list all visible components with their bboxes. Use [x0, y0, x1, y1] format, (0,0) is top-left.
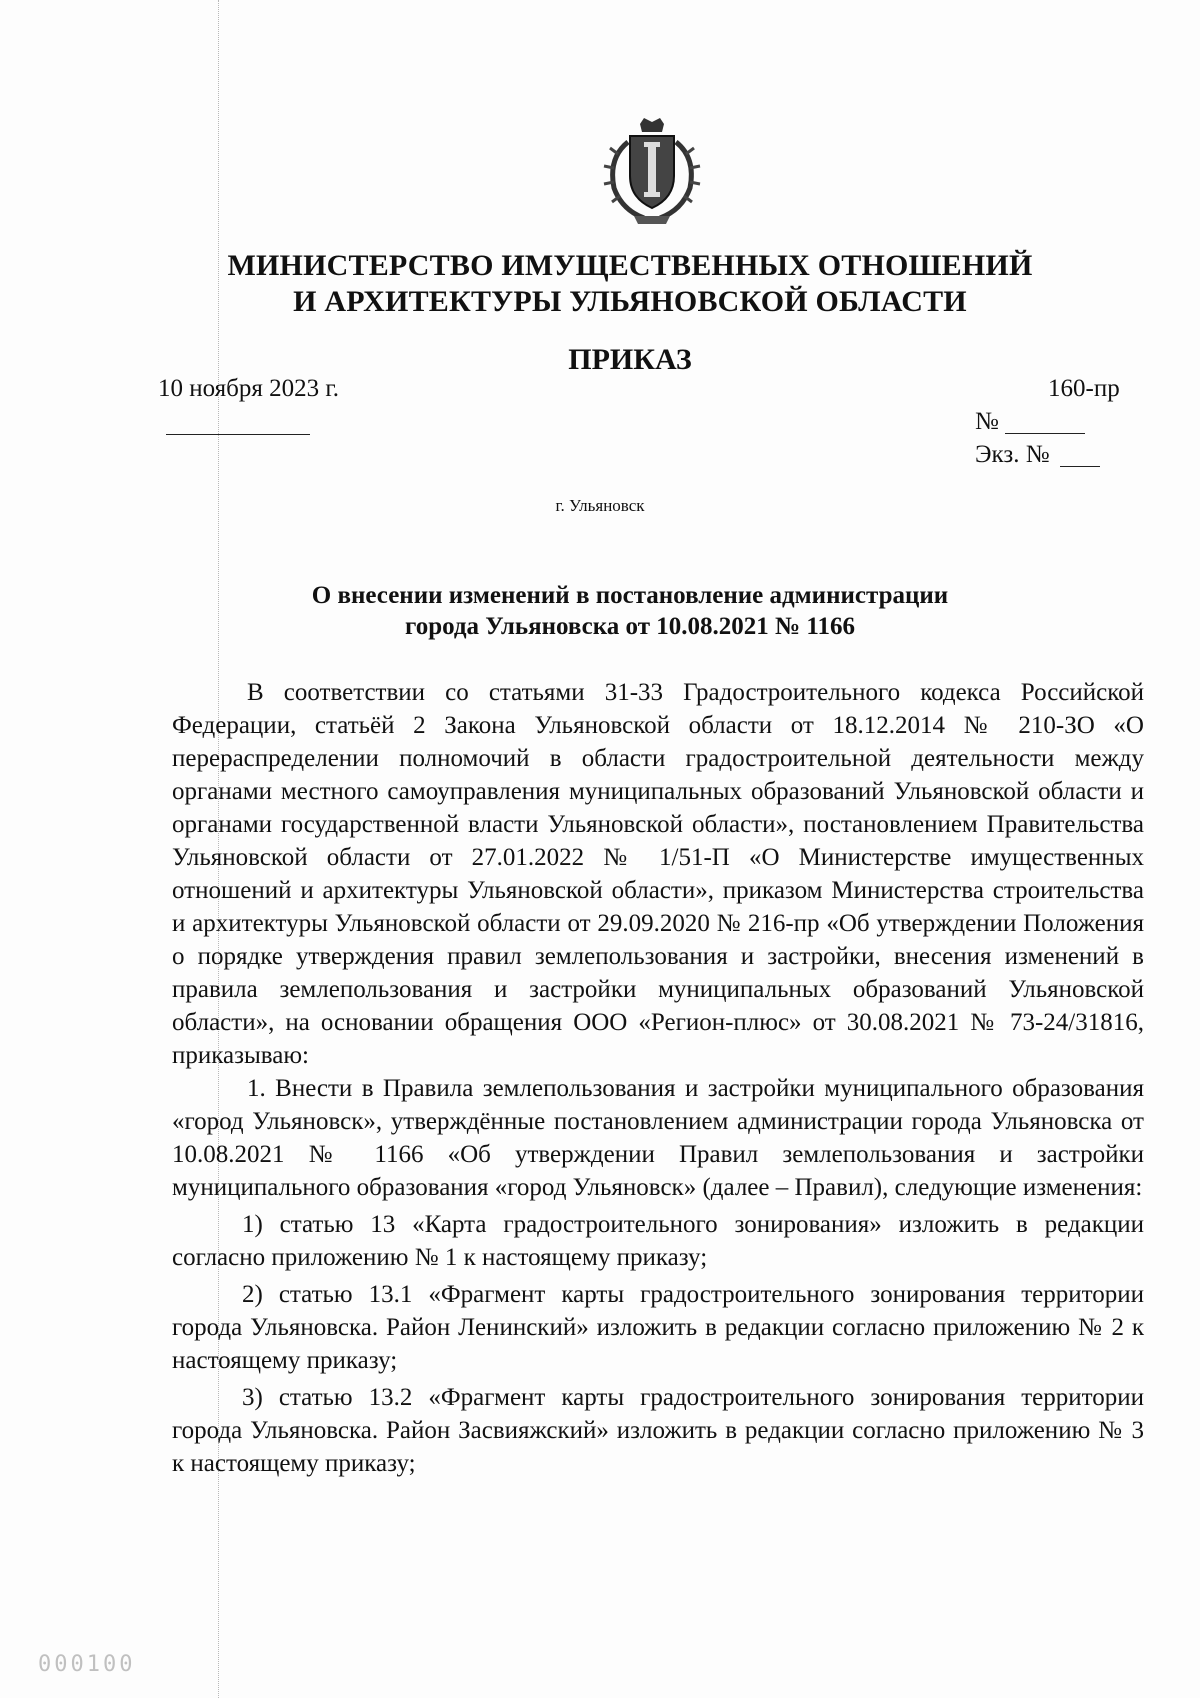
copy-number-underline [1060, 466, 1100, 467]
date-underline [166, 434, 310, 435]
document-type: ПРИКАЗ [568, 343, 692, 376]
ministry-name-line1: МИНИСТЕРСТВО ИМУЩЕСТВЕННЫХ ОТНОШЕНИЙ [227, 249, 1033, 282]
number-underline [1005, 433, 1085, 434]
item-1-paragraph: 1. Внести в Правила землепользования и застройки муниципального образования «город Ульяновск», утверждённые постановлением администрации города Ульяновска от 10.08.2021 № 1166 «Об утверждении Правил землепользования и застройки муниципального образования «город Ульяновск» (далее – Правил), следующие изменения: [172, 1075, 1144, 1201]
order-body [172, 676, 1144, 1480]
order-date: 10 ноября 2023 г. [158, 375, 340, 402]
number-label: № [975, 408, 999, 435]
coat-of-arms-icon [600, 118, 704, 226]
copy-number-label: Экз. № [975, 441, 1050, 468]
intro-paragraph: В соответствии со статьями 31-33 Градостроительного кодекса Российской Федерации, статьёй 2 Закона Ульяновской области от 18.12.2014 № 210-ЗО «О перераспределении полномочий в области градостроительной деятельности между органами местного самоуправления муниципальных образований Ульяновской области и органами государственной власти Ульяновской области», постановлением Правительства Ульяновской области от 27.01.2022 № 1/51-П «О Министерстве имущественных отношений и архитектуры Ульяновской области», приказом Министерства строительства и архитектуры Ульяновской области от 29.09.2020 № 216-пр «Об утверждении Положения о порядке утверждения правил землепользования и застройки, внесения изменений в правила землепользования и застройки муниципальных образований Ульяновской области», на основании обращения ООО «Регион-плюс» от 30.08.2021 № 73-24/31816, приказываю: [172, 679, 1144, 1069]
order-number: 160-пр [1048, 375, 1120, 402]
page-stamp: 000100 [38, 1652, 136, 1677]
subitem-1-paragraph: 1) статью 13 «Карта градостроительного зонирования» изложить в редакции согласно приложению № 1 к настоящему приказу; [172, 1211, 1144, 1271]
subject-line2: города Ульяновска от 10.08.2021 № 1166 [404, 613, 855, 640]
city-name: г. Ульяновск [555, 496, 645, 515]
ministry-name-line2: И АРХИТЕКТУРЫ УЛЬЯНОВСКОЙ ОБЛАСТИ [293, 285, 967, 318]
subitem-3-paragraph: 3) статью 13.2 «Фрагмент карты градостроительного зонирования территории города Ульяновска. Район Засвияжский» изложить в редакции согласно приложению № 3 к настоящему приказу; [172, 1384, 1144, 1477]
subitem-2-paragraph: 2) статью 13.1 «Фрагмент карты градостроительного зонирования территории города Ульяновска. Район Ленинский» изложить в редакции согласно приложению № 2 к настоящему приказу; [172, 1281, 1144, 1374]
subject-line1: О внесении изменений в постановление администрации [311, 582, 949, 609]
